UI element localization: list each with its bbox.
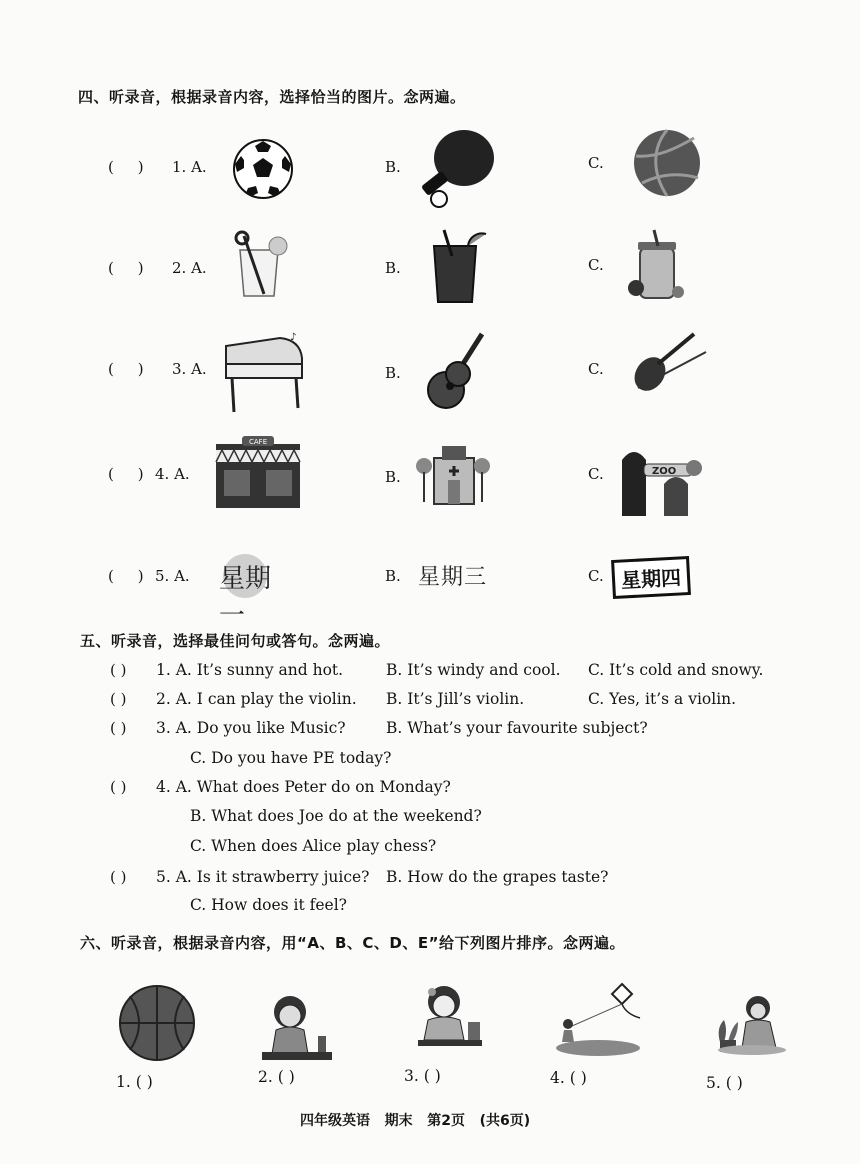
question-number: 3. A. — [172, 360, 207, 378]
question-number: 2. A. — [172, 259, 207, 277]
girl-sleeping-icon — [258, 992, 336, 1064]
volleyball-icon — [632, 128, 702, 198]
question-option-b: B. How do the grapes taste? — [386, 868, 609, 886]
question-option-c: C. Yes, it’s a violin. — [588, 690, 737, 708]
picture-order-blank[interactable]: 2. ( ) — [258, 1068, 295, 1086]
question-option-c: C. How does it feel? — [190, 896, 347, 914]
violin-icon — [628, 328, 708, 398]
hospital-building-icon — [414, 440, 492, 506]
section-4-title: 四、听录音，根据录音内容，选择恰当的图片。念两遍。 — [78, 88, 466, 106]
answer-paren[interactable]: ( ) — [108, 158, 144, 176]
svg-text:CAFE: CAFE — [249, 438, 268, 446]
answer-paren[interactable]: ( ) — [110, 778, 127, 796]
wednesday-card-icon: 星期三 — [418, 565, 488, 590]
question-option-b: B. What does Joe do at the weekend? — [190, 807, 482, 825]
lemon-water-glass-icon — [230, 230, 290, 300]
question-option-a: 4. A. What does Peter do on Monday? — [156, 778, 451, 796]
question-option-a: 1. A. It’s sunny and hot. — [156, 661, 344, 679]
option-label-b: B. — [385, 468, 401, 486]
option-label-c: C. — [588, 465, 604, 483]
basketball-icon — [118, 984, 196, 1062]
answer-paren[interactable]: ( ) — [108, 360, 144, 378]
option-label-b: B. — [385, 567, 401, 585]
option-label-b: B. — [385, 259, 401, 277]
answer-paren[interactable]: ( ) — [108, 567, 144, 585]
boy-flying-kite-icon — [552, 980, 648, 1060]
answer-paren[interactable]: ( ) — [108, 259, 144, 277]
girl-gardening-icon — [706, 992, 788, 1056]
girl-reading-icon — [410, 980, 490, 1052]
thursday-card-icon: 星期四 — [611, 556, 691, 599]
page-footer: 四年级英语 期末 第2页 (共6页) — [300, 1113, 531, 1129]
svg-text:♪: ♪ — [290, 332, 297, 343]
answer-paren[interactable]: ( ) — [110, 868, 127, 886]
question-option-c: C. Do you have PE today? — [190, 749, 392, 767]
juice-glass-icon — [424, 226, 490, 306]
section-5-title: 五、听录音，选择最佳问句或答句。念两遍。 — [80, 632, 391, 650]
answer-paren[interactable]: ( ) — [110, 690, 127, 708]
question-option-a: 2. A. I can play the violin. — [156, 690, 357, 708]
question-option-c: C. When does Alice play chess? — [190, 837, 437, 855]
option-label-b: B. — [385, 364, 401, 382]
option-label-c: C. — [588, 567, 604, 585]
question-option-a: 3. A. Do you like Music? — [156, 719, 346, 737]
question-option-b: B. What’s your favourite subject? — [386, 719, 648, 737]
section-6-title: 六、听录音，根据录音内容，用“A、B、C、D、E”给下列图片排序。念两遍。 — [80, 934, 625, 952]
ping-pong-paddle-icon — [412, 126, 498, 212]
soccer-ball-icon — [232, 138, 294, 200]
option-label-c: C. — [588, 256, 604, 274]
picture-order-blank[interactable]: 1. ( ) — [116, 1073, 153, 1091]
picture-order-blank[interactable]: 4. ( ) — [550, 1069, 587, 1087]
piano-icon — [220, 328, 308, 414]
question-option-a: 5. A. Is it strawberry juice? — [156, 868, 370, 886]
option-label-c: C. — [588, 360, 604, 378]
question-number: 5. A. — [155, 567, 190, 585]
fruit-drink-jar-icon — [614, 226, 694, 306]
zoo-gate-icon — [604, 440, 704, 516]
option-label-c: C. — [588, 154, 604, 172]
answer-paren[interactable]: ( ) — [110, 719, 127, 737]
cafe-building-icon — [212, 434, 304, 510]
answer-paren[interactable]: ( ) — [110, 661, 127, 679]
guitar-icon — [414, 328, 490, 420]
svg-text:ZOO: ZOO — [652, 466, 677, 477]
monday-card-icon: 星期一 — [219, 552, 295, 598]
question-option-c: C. It’s cold and snowy. — [588, 661, 764, 679]
question-number: 1. A. — [172, 158, 207, 176]
question-option-b: B. It’s windy and cool. — [386, 661, 561, 679]
question-option-b: B. It’s Jill’s violin. — [386, 690, 525, 708]
picture-order-blank[interactable]: 5. ( ) — [706, 1074, 743, 1092]
picture-order-blank[interactable]: 3. ( ) — [404, 1067, 441, 1085]
answer-paren[interactable]: ( ) — [108, 465, 144, 483]
question-number: 4. A. — [155, 465, 190, 483]
option-label-b: B. — [385, 158, 401, 176]
